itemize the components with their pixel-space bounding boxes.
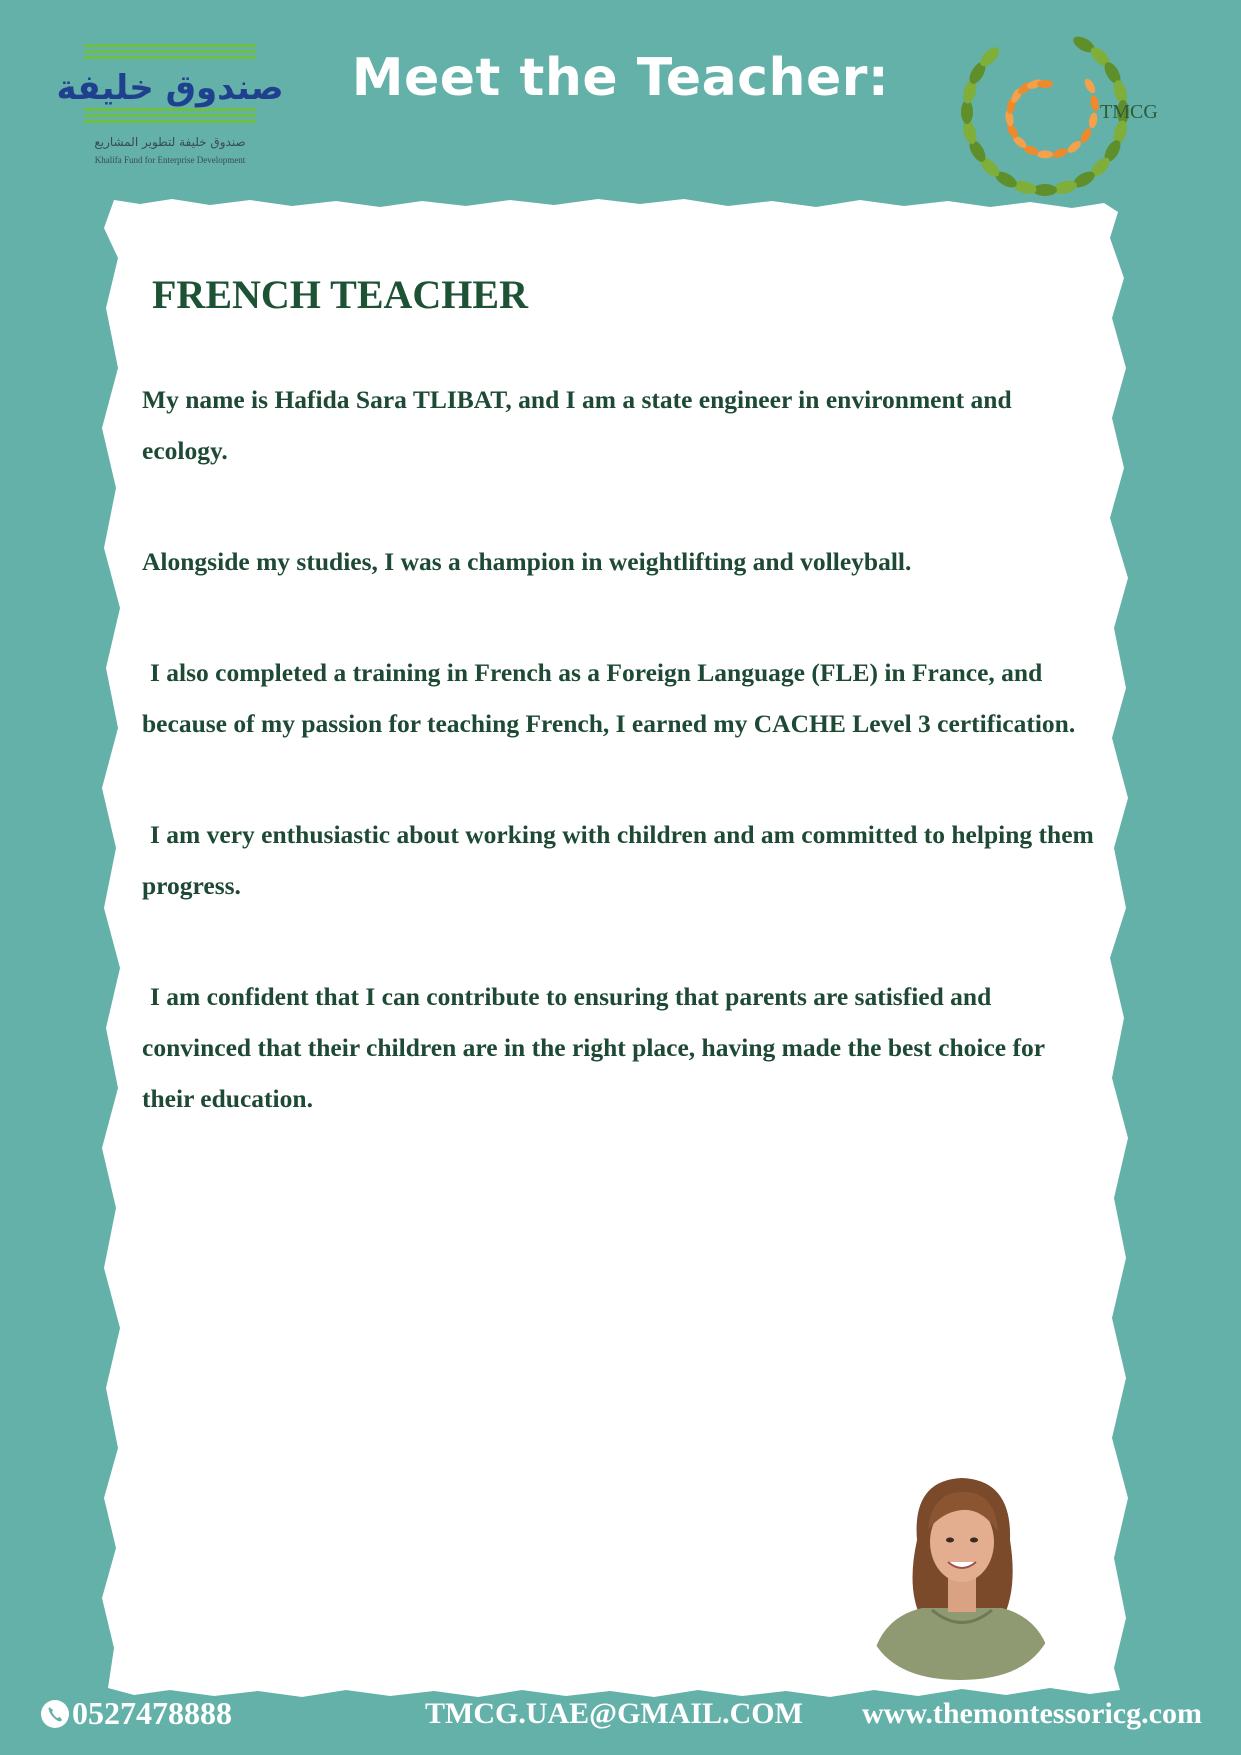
leaf-icon bbox=[1033, 184, 1057, 196]
arabic-caption: صندوق خليفة لتطوير المشاريع bbox=[94, 135, 246, 149]
bio-paragraph-5: I am confident that I can contribute to ensuring that parents are satisfied and convinced that their children are in the right place, having made the best choice for their education. bbox=[142, 982, 1045, 1113]
role-title: FRENCH TEACHER bbox=[152, 272, 528, 317]
khalifa-fund-logo bbox=[56, 42, 284, 172]
page-title: Meet the Teacher: bbox=[351, 48, 890, 108]
leaf-icon bbox=[1083, 77, 1098, 95]
footer-email-link[interactable]: TMCG.UAE@GMAIL.COM bbox=[425, 1697, 803, 1730]
english-caption: Khalifa Fund for Enterprise Development bbox=[94, 155, 246, 165]
leaf-icon bbox=[1037, 150, 1053, 158]
leaf-icon bbox=[1051, 147, 1069, 160]
orange-spiral-icon bbox=[1004, 77, 1100, 160]
leaf-icon bbox=[1088, 112, 1099, 129]
leaf-icon bbox=[1066, 139, 1083, 155]
leaf-icon bbox=[1037, 80, 1053, 88]
bio-paragraph-1: My name is Hafida Sara TLIBAT, and I am a state engineer in environment and ecology. bbox=[142, 385, 1012, 465]
bio-paragraph-2: Alongside my studies, I was a champion in weightlifting and volleyball. bbox=[142, 547, 912, 576]
phone-icon bbox=[40, 1699, 70, 1729]
leaf-icon bbox=[1089, 95, 1100, 112]
footer-phone[interactable] bbox=[40, 1695, 232, 1732]
arabic-logo-mark: صندوق خليفة bbox=[56, 68, 284, 108]
leaf-icon bbox=[961, 100, 973, 124]
tmcg-logo-text: TMCG bbox=[1100, 101, 1158, 123]
leaf-icon bbox=[1078, 127, 1093, 145]
teacher-bio bbox=[142, 270, 1102, 1124]
tmcg-logo bbox=[960, 20, 1180, 205]
bio-paragraph-3: I also completed a training in French as a Foreign Language (FLE) in France, and because of my passion for teaching French, I earned my CACHE Level 3 certification. bbox=[142, 658, 1076, 738]
teacher-photo bbox=[862, 1470, 1058, 1680]
bio-paragraph-4: I am very enthusiastic about working with children and am committed to helping them progress. bbox=[142, 820, 1094, 900]
footer-website-link[interactable]: www.themontessoricg.com bbox=[862, 1697, 1202, 1730]
phone-number: 0527478888 bbox=[72, 1695, 232, 1731]
